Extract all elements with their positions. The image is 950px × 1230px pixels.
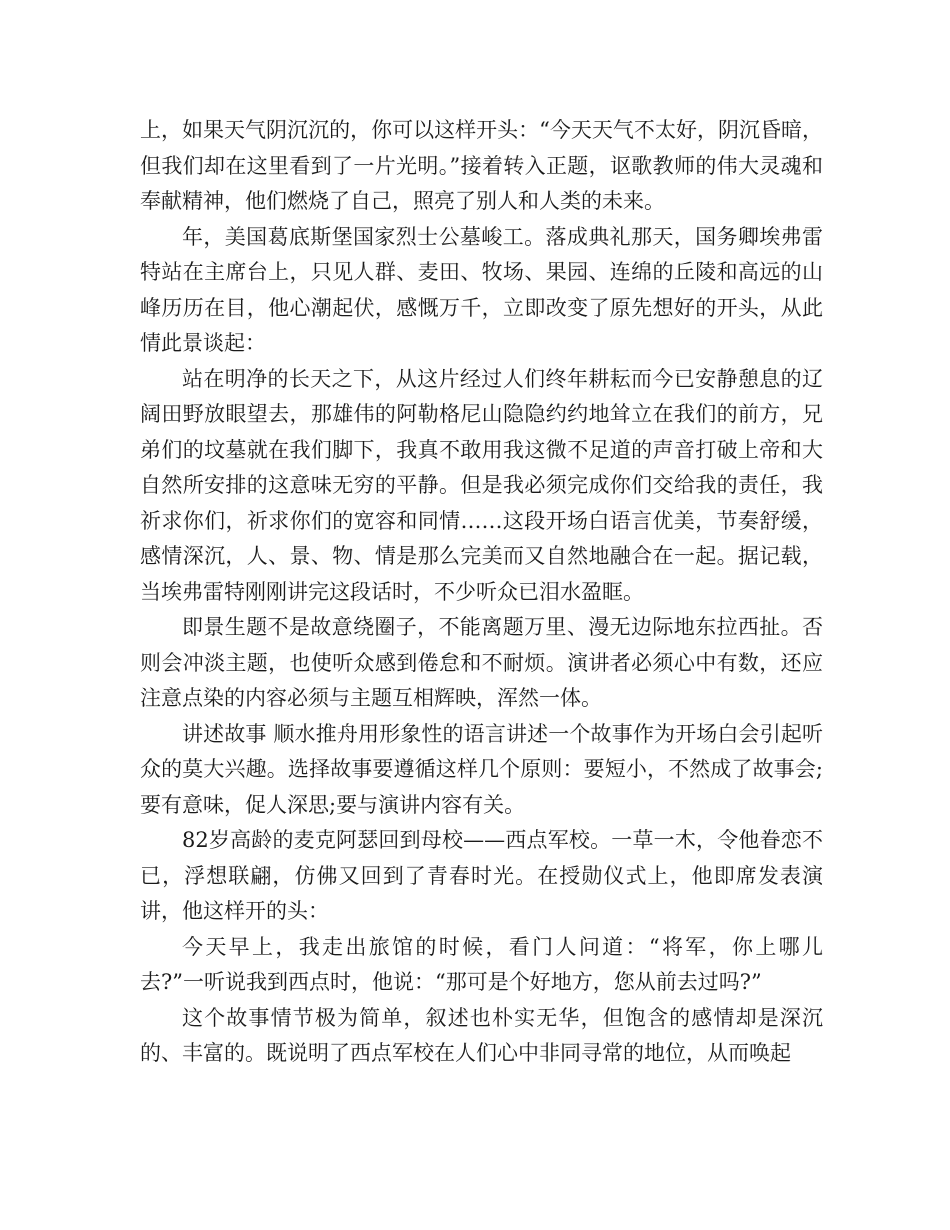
paragraph-7: 今天早上，我走出旅馆的时候，看门人问道：“将军，你上哪儿去?”一听说我到西点时，他说：“那可是个好地方，您从前去过吗?” bbox=[140, 934, 823, 994]
paragraph-5: 讲述故事 顺水推舟用形象性的语言讲述一个故事作为开场白会引起听众的莫大兴趣。选择故事要遵循这样几个原则：要短小，不然成了故事会;要有意味，促人深思;要与演讲内容有关。 bbox=[140, 721, 823, 817]
paragraph-4: 即景生题不是故意绕圈子，不能离题万里、漫无边际地东拉西扯。否则会冲淡主题，也使听众感到倦怠和不耐烦。演讲者必须心中有数，还应注意点染的内容必须与主题互相辉映，浑然一体。 bbox=[140, 615, 823, 710]
paragraph-8: 这个故事情节极为简单，叙述也朴实无华，但饱含的感情却是深沉的、丰富的。既说明了西点军校在人们心中非同寻常的地位，从而唤起 bbox=[140, 1005, 823, 1065]
paragraph-3: 站在明净的长天之下，从这片经过人们终年耕耘而今已安静憩息的辽阔田野放眼望去，那雄伟的阿勒格尼山隐隐约约地耸立在我们的前方，兄弟们的坟墓就在我们脚下，我真不敢用我这微不足道的声音打破上帝和大自然所安排的这意味无穷的平静。但是我必须完成你们交给我的责任，我祈求你们，祈求你们的宽容和同情……这段开场白语言优美，节奏舒缓，感情深沉，人、景、物、情是那么完美而又自然地融合在一起。据记载，当埃弗雷特刚刚讲完这段话时，不少听众已泪水盈眶。 bbox=[140, 366, 823, 604]
paragraph-1: 上，如果天气阴沉沉的，你可以这样开头：“今天天气不太好，阴沉昏暗，但我们却在这里看到了一片光明。”接着转入正题，讴歌教师的伟大灵魂和奉献精神，他们燃烧了自己，照亮了别人和人类的未来。 bbox=[140, 118, 823, 213]
paragraph-2: 年，美国葛底斯堡国家烈士公墓峻工。落成典礼那天，国务卿埃弗雷特站在主席台上，只见人群、麦田、牧场、果园、连绵的丘陵和高远的山峰历历在目，他心潮起伏，感慨万千，立即改变了原先想好的开头，从此情此景谈起： bbox=[140, 224, 823, 355]
paragraph-6: 82岁高龄的麦克阿瑟回到母校——西点军校。一草一木，令他眷恋不已，浮想联翩，仿佛又回到了青春时光。在授勋仪式上，他即席发表演讲，他这样开的头： bbox=[140, 828, 823, 923]
document-body bbox=[140, 113, 823, 1072]
